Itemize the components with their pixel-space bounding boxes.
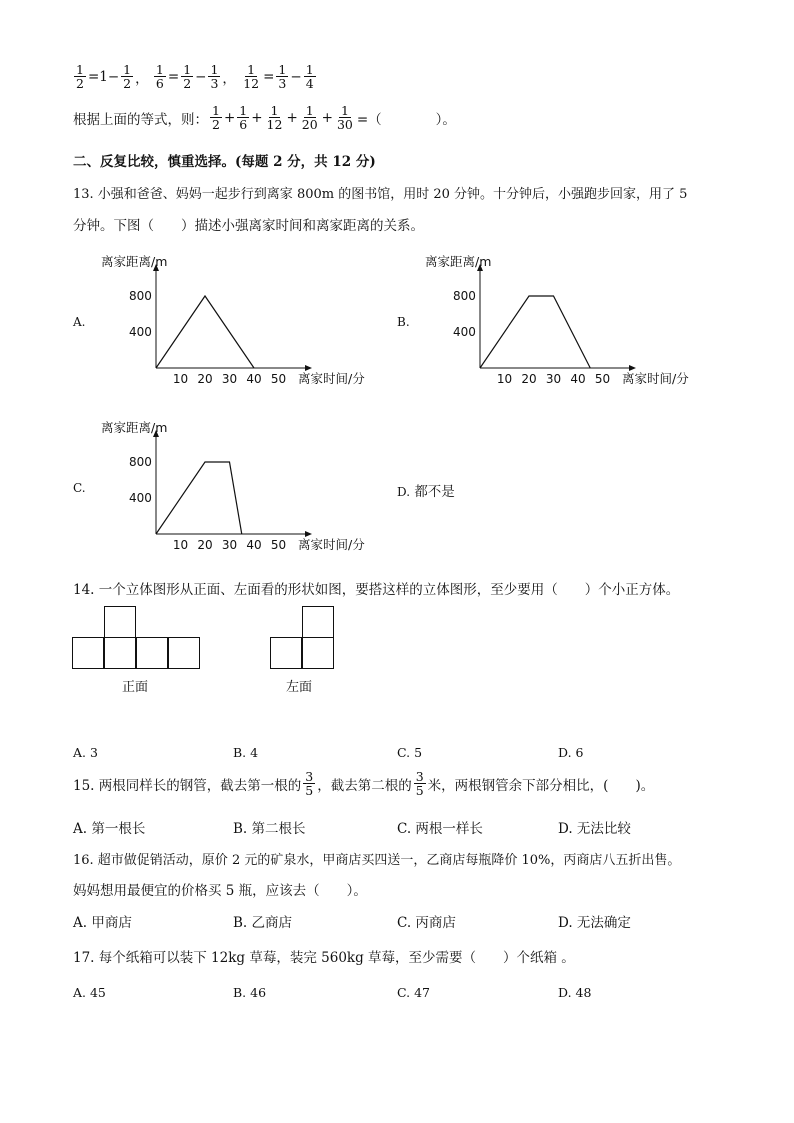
q13-text-line2: 分钟。下图（ ）描述小强离家时间和离家距离的关系。 bbox=[73, 218, 424, 234]
q16-text-line2: 妈妈想用最便宜的价格买 5 瓶，应该去（ ）。 bbox=[73, 883, 367, 899]
x-tick-label: 40 bbox=[570, 372, 586, 386]
fraction: $\frac{1}{3}$ bbox=[210, 62, 219, 92]
cube-square bbox=[136, 637, 168, 669]
q15-option-d: D. 无法比较 bbox=[558, 821, 631, 837]
q16-option-a: A. 甲商店 bbox=[73, 915, 132, 931]
cube-square bbox=[104, 606, 136, 638]
x-axis-label: 离家时间/分 bbox=[622, 371, 689, 386]
fraction: $\frac{1}{30}$ bbox=[336, 103, 353, 133]
equation-2: $\frac{1}{6}$ = $\frac{1}{2}$ − $\frac{1}{3}$ ， bbox=[155, 62, 236, 92]
left-view-label: 左面 bbox=[286, 680, 313, 695]
x-tick-label: 20 bbox=[197, 538, 213, 552]
x-axis-label: 离家时间/分 bbox=[298, 371, 365, 386]
q14-text: 14. 一个立体图形从正面、左面看的形状如图，要搭这样的立体图形，至少要用（ ）个小正方体。 bbox=[73, 582, 680, 598]
option-label-a: A. bbox=[73, 315, 86, 329]
equation-3: $\frac{1}{12}$ = $\frac{1}{3}$ − $\frac{1}{4}$ bbox=[243, 62, 314, 92]
fraction: $\frac{1}{4}$ bbox=[305, 62, 314, 92]
y-tick-label: 400 bbox=[129, 325, 152, 339]
x-tick-label: 20 bbox=[521, 372, 537, 386]
x-tick-label: 30 bbox=[545, 372, 562, 386]
x-tick-label: 10 bbox=[172, 372, 189, 386]
cube-square bbox=[104, 637, 136, 669]
cube-square bbox=[168, 637, 200, 669]
graph-a bbox=[98, 248, 388, 393]
q14-option-c: C. 5 bbox=[397, 745, 423, 760]
equation-1: $\frac{1}{2}$ =1− $\frac{1}{2}$ ， bbox=[76, 62, 149, 92]
x-tick-label: 50 bbox=[594, 372, 611, 386]
q16-option-d: D. 无法确定 bbox=[558, 915, 631, 931]
y-tick-label: 400 bbox=[129, 491, 152, 505]
y-axis-label: 离家距离/m bbox=[101, 254, 168, 269]
q17-option-b: B. 46 bbox=[233, 985, 267, 1000]
distance-line bbox=[156, 296, 254, 368]
fraction: $\frac{1}{20}$ bbox=[301, 103, 318, 133]
q16-text-line1: 16. 超市做促销活动，原价 2 元的矿泉水，甲商店买四送一，乙商店每瓶降价 10%，丙商店八五折出售。 bbox=[73, 853, 681, 868]
fraction: $\frac{1}{2}$ bbox=[212, 103, 220, 133]
q14-option-b: B. 4 bbox=[233, 745, 259, 760]
graph-b bbox=[422, 248, 712, 393]
fraction: $\frac{3}{5}$ bbox=[415, 769, 424, 799]
x-tick-label: 10 bbox=[496, 372, 513, 386]
x-tick-label: 10 bbox=[172, 538, 189, 552]
fraction: $\frac{1}{12}$ bbox=[243, 62, 260, 92]
option-label-c: C. bbox=[73, 481, 86, 495]
y-axis-label: 离家距离/m bbox=[101, 420, 168, 435]
q17-option-c: C. 47 bbox=[397, 985, 430, 1000]
y-tick-label: 800 bbox=[129, 289, 152, 303]
q15-option-c: C. 两根一样长 bbox=[397, 821, 483, 837]
fraction: $\frac{1}{2}$ bbox=[76, 62, 84, 92]
y-tick-label: 400 bbox=[453, 325, 476, 339]
fraction: $\frac{3}{5}$ bbox=[305, 769, 314, 799]
x-tick-label: 40 bbox=[246, 372, 262, 386]
q14-option-d: D. 6 bbox=[558, 745, 584, 760]
q14-option-a: A. 3 bbox=[73, 745, 98, 760]
q17-text: 17. 每个纸箱可以装下 12kg 草莓，装完 560kg 草莓，至少需要（ ）个纸箱 。 bbox=[73, 950, 575, 966]
sum-question: 根据上面的等式，则： $\frac{1}{2}$ + $\frac{1}{6}$ + $\frac{1}{12}$ + $\frac{1}{20}$ + $\frac{1}{30}$ =（ ）。 bbox=[73, 103, 456, 133]
fraction: $\frac{1}{2}$ bbox=[183, 62, 192, 92]
graph-c bbox=[98, 414, 388, 559]
fraction: $\frac{1}{12}$ bbox=[266, 103, 283, 133]
x-axis-label: 离家时间/分 bbox=[298, 537, 365, 552]
x-tick-label: 20 bbox=[197, 372, 213, 386]
cube-square bbox=[302, 637, 334, 669]
q17-option-a: A. 45 bbox=[73, 985, 106, 1000]
y-axis-label: 离家距离/m bbox=[425, 254, 492, 269]
fraction: $\frac{1}{6}$ bbox=[239, 103, 248, 133]
x-tick-label: 50 bbox=[270, 538, 287, 552]
front-view-label: 正面 bbox=[122, 680, 149, 695]
x-tick-label: 30 bbox=[221, 372, 238, 386]
cube-square bbox=[270, 637, 302, 669]
y-tick-label: 800 bbox=[453, 289, 476, 303]
q15-option-b: B. 第二根长 bbox=[233, 821, 306, 837]
q16-option-b: B. 乙商店 bbox=[233, 915, 293, 931]
option-label-b: B. bbox=[397, 315, 410, 329]
x-tick-label: 30 bbox=[221, 538, 238, 552]
option-d: D. 都不是 bbox=[397, 484, 455, 500]
fraction: $\frac{1}{6}$ bbox=[155, 62, 164, 92]
cube-square bbox=[302, 606, 334, 638]
intro-equations bbox=[73, 62, 317, 90]
fraction: $\frac{1}{2}$ bbox=[123, 62, 132, 92]
distance-line bbox=[480, 296, 590, 368]
fraction: $\frac{1}{3}$ bbox=[278, 62, 287, 92]
section-title: 二、反复比较，慎重选择。(每题 2 分，共 12 分) bbox=[73, 154, 376, 170]
q15-text: 15. 两根同样长的钢管，截去第一根的 $\frac{3}{5}$ ，截去第二根的 $\frac{3}{5}$ 米，两根钢管余下部分相比，( )。 bbox=[73, 769, 655, 799]
y-tick-label: 800 bbox=[129, 455, 152, 469]
x-tick-label: 40 bbox=[246, 538, 262, 552]
q15-option-a: A. 第一根长 bbox=[73, 821, 146, 837]
q16-option-c: C. 丙商店 bbox=[397, 915, 456, 931]
distance-line bbox=[156, 462, 242, 534]
x-tick-label: 50 bbox=[270, 372, 287, 386]
q13-text-line1: 13. 小强和爸爸、妈妈一起步行到离家 800m 的图书馆，用时 20 分钟。十分钟后，小强跑步回家，用了 5 bbox=[73, 187, 688, 202]
q17-option-d: D. 48 bbox=[558, 985, 592, 1000]
cube-square bbox=[72, 637, 104, 669]
